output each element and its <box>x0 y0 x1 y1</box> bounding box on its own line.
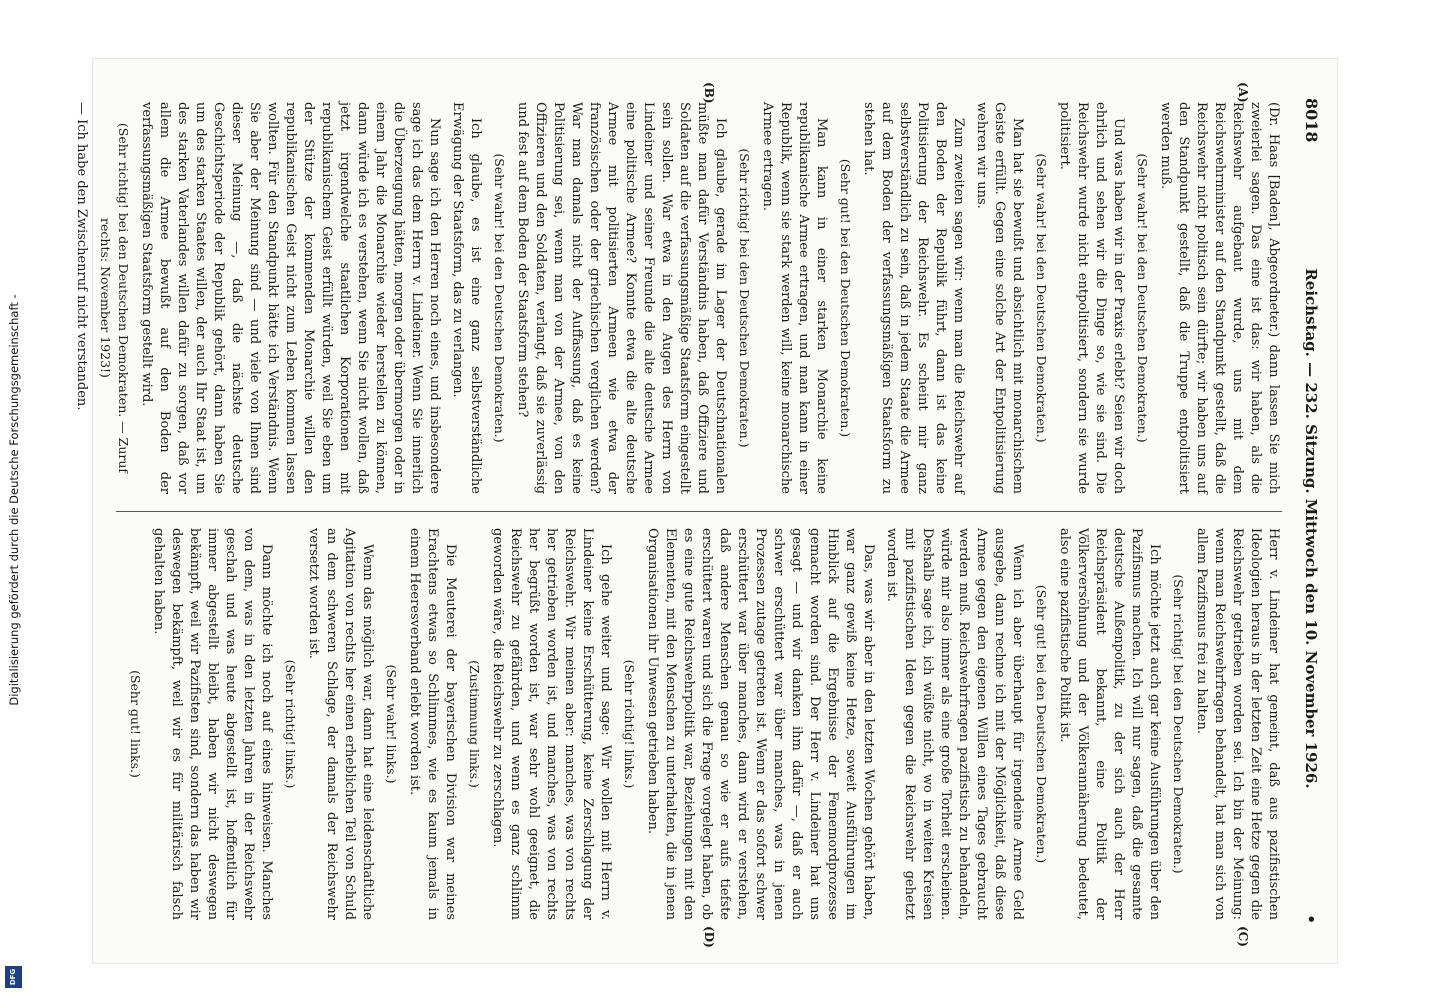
paragraph: Wenn das möglich war, dann hat eine leidenschaftliche Agitation von rechts her einen erheblichen Teil von Schuld an dem schweren Schlage, der damals der Reichswehr versetzt worden ist. <box>306 528 375 920</box>
paragraph: Man kann in einer starken Monarchie keine republikanische Armee ertragen, und man kann in einer Republik, wenn sie stark werden will, keine monarchische Armee ertragen. <box>760 102 829 494</box>
interjection: (Sehr wahr! bei den Deutschen Demokraten.) <box>1034 153 1049 443</box>
margin-mark-d: (D) <box>702 926 716 948</box>
paragraph: Die Meuterei der bayerischen Division war meines Erachtens etwas so Schlimmes, wie es kaum jemals in einem Heeresverband erlebt worden ist. <box>407 528 458 920</box>
interjection: (Sehr richtig! bei den Deutschen Demokraten.) <box>1171 574 1186 874</box>
paragraph: Herr v. Lindeiner hat gemeint, daß aus pazifistischen Ideologien heraus in der letzten Zeit eine Hetze gegen die Reichswehr getrieben worden sei. Ich bin der Meinung: wenn man Reichswehrfragen behandelt, hat man sich von allem Pazifismus frei zu halten. <box>1194 528 1281 920</box>
paragraph: Ich glaube, es ist eine ganz selbstverständliche Erwägung der Staatsform, das zu verlangen. <box>450 102 483 494</box>
paragraph: Wenn ich aber überhaupt für irgendeine Armee Geld ausgebe, dann rechne ich mit der Möglichkeit, daß diese Armee gegen den eigenen Willen eines Tages gebraucht werden muß. Reichswehrfragen pazifistisch zu behandeln, würde mir also immer als eine große Torheit erscheinen. Deshalb sage ich, ich wüßte nicht, wo in weiten Kreisen mit pazifistischen Ideen gegen die Reichswehr gehetzt worden ist. <box>884 528 1025 920</box>
paragraph: Nun sage ich den Herren noch eines, und insbesondere sage ich das dem Herrn v. Lindeiner. Wenn Sie innerlich die Überzeugung hätten, morgen oder übermorgen oder in einem Jahr die Monarchie wieder herstellen zu können, dann würde ich es verstehen, wenn Sie nicht wollen, daß jetzt irgendwelche staatlichen Korporationen mit republikanischem Geist erfüllt würden, weil Sie eben um der Stütze der kommenden Monarchie willen den republikanischen Geist nicht zum Leben kommen lassen wollten. Für den Standpunkt hätte ich Verständnis. Wenn Sie aber der Meinung sind — und viele von Ihnen sind dieser Meinung —, daß die nächste deutsche Geschichtsperiode der Republik gehört, dann haben Sie um des starken Staates willen, der auch Ihr Staat ist, um des starken Vaterlandes willen dafür zu sorgen, daß vor allem die Armee bewußt auf den Boden der verfassungsmäßigen Staatsform gestellt wird. <box>139 102 442 494</box>
header-spacer: • <box>1302 914 1320 924</box>
paragraph: Dann möchte ich noch auf eines hinweisen. Manches von dem, was in den letzten Jahren in der Reichswehr geschah und was heute abgestellt ist, hoffentlich für immer abgestellt bleibt, haben wir nicht deswegen bekämpft, weil wir Pazifisten sind, sondern das haben wir deswegen bekämpft, weil wir es für militärisch falsch gehalten haben. <box>151 528 274 920</box>
page-title: Reichstag. — 232. Sitzung. Mittwoch den 10. November 1926. <box>1302 268 1320 789</box>
interjection: (Sehr gut! bei den Deutschen Demokraten.) <box>1034 584 1049 864</box>
paragraph: Ich gehe weiter und sage: Wir wollen mit Herrn v. Lindeiner keine Erschütterung, keine Zerschlagung der Reichswehr. Wir meinen aber: manches, was von rechts her getrieben worden ist, und manches, was von rechts her begrüßt worden ist, war sehr wohl geeignet, die Reichswehr zu gefährden, und wenn es ganz schlimm geworden wäre, die Reichswehr zu zerschlagen. <box>490 528 613 920</box>
interjection: (Sehr wahr! bei den Deutschen Demokraten.) <box>492 153 507 443</box>
interjection: (Sehr gut! links.) <box>128 670 143 778</box>
right-column <box>116 528 1282 920</box>
digitization-credit <box>2 0 26 1000</box>
scanned-page <box>74 58 1338 964</box>
paragraph: (Dr. Haas [Baden], Abgeordneter.) dann lassen Sie mich zweierlei sagen. Das eine ist das: wir haben, als die Reichswehr aufgebaut wurde, uns mit dem Reichswehrminister auf den Standpunkt gestellt, daß die Reichswehr nicht politisch sein dürfte; wir haben uns auf den Standpunkt gestellt, daß die Truppe entpolitisiert werden muß. <box>1158 102 1281 494</box>
margin-mark-c: (C) <box>1236 926 1250 947</box>
interjection: (Sehr richtig! links.) <box>283 659 298 789</box>
page-header <box>1296 98 1320 924</box>
paragraph: Und was haben wir in der Praxis erlebt? Seien wir doch ehrlich und sehen wir die Dinge so, wie sie sind. Die Reichswehr wurde nicht entpolitisiert, sondern sie wurde politisiert. <box>1057 102 1126 494</box>
interjection: (Sehr richtig! links.) <box>622 659 637 789</box>
interjection: (Zustimmung links.) <box>467 660 482 788</box>
interjection: (Sehr richtig! bei den Deutschen Demokraten.) <box>737 148 752 448</box>
dfg-logo: DFG <box>5 966 22 988</box>
paragraph: Man hat sie bewußt und absichtlich mit monarchischem Geiste erfüllt. Gegen eine solche Art der Entpolitisierung wehren wir uns. <box>974 102 1025 494</box>
paragraph: Zum zweiten sagen wir: wenn man die Reichswehr auf den Boden der Republik führt, dann ist das keine Politisierung der Reichswehr. Es scheint mir ganz selbstverständlich zu sein, daß in jedem Staate die Armee auf dem Boden der verfassungsmäßigen Staatsform zu stehen hat. <box>861 102 966 494</box>
paragraph: Das, was wir aber in den letzten Wochen gehört haben, war ganz gewiß keine Hetze, soweit Ausführungen im Hinblick auf die Ergebnisse der Fememordprozesse gemacht worden sind. Der Herr v. Lindeiner hat uns gesagt — und wir danken ihm dafür —, daß er auch schwer erschüttert war über manches, was in jenen Prozessen zutage getreten ist. Wenn er das sofort schwer erschüttert war über manches, dann wird er verstehen, daß andere Menschen genau so wie er aufs tiefste erschüttert waren und sich die Frage vorgelegt haben, ob es eine gute Reichswehrpolitik war, Beziehungen mit den Elementen, mit den Menschen zu unterhalten, die in jenen Organisationen ihr Unwesen getrieben haben. <box>645 528 876 920</box>
interjection: (Sehr gut! bei den Deutschen Demokraten.) <box>838 158 853 438</box>
paragraph: Ich möchte jetzt auch gar keine Ausführungen über den Pazifismus machen. Ich will nur sagen, daß die gesamte deutsche Außenpolitik, zu der sich auch der Herr Reichspräsident bekannt, eine Politik der Völkerversöhnung und der Völkerannäherung bedeutet, also eine pazifistische Politik ist. <box>1057 528 1162 920</box>
paragraph: — Ich habe den Zwischenruf nicht verstanden. <box>74 102 89 411</box>
column-divider <box>116 511 1282 512</box>
margin-mark-b: (B) <box>702 82 716 104</box>
rotated-page-content <box>74 58 1338 964</box>
interjection: (Sehr wahr! links.) <box>384 664 399 784</box>
interjection: (Sehr wahr! bei den Deutschen Demokraten.) <box>1135 153 1150 443</box>
credit-text: Digitalisierung gefördert durch die Deutsche Forschungsgemeinschaft - <box>7 294 21 706</box>
interjection: (Sehr richtig! bei den Deutschen Demokraten. — Zuruf rechts: November 1923!) <box>98 122 131 474</box>
left-column <box>74 102 1282 494</box>
page-number: 8018 <box>1302 98 1321 143</box>
paragraph: Ich glaube, gerade im Lager der Deutschnationalen müßte man dafür Verständnis haben, daß Offiziere und Soldaten auf die verfassungsmäßige Staatsform eingestellt sein sollen. War etwa in den Augen des Herrn von Lindeiner und seiner Freunde die alte deutsche Armee eine politische Armee? Konnte etwa die alte deutsche Armee mit politisierten Armeen wie etwa der französischen oder der griechischen verglichen werden? War man damals nicht der Auffassung, daß es keine Politisierung sei, wenn man von der Armee, von den Offizieren und den Soldaten, verlangt, daß sie zuverlässig und fest auf dem Boden der Staatsform stehen? <box>515 102 728 494</box>
margin-mark-a: (A) <box>1236 82 1250 103</box>
